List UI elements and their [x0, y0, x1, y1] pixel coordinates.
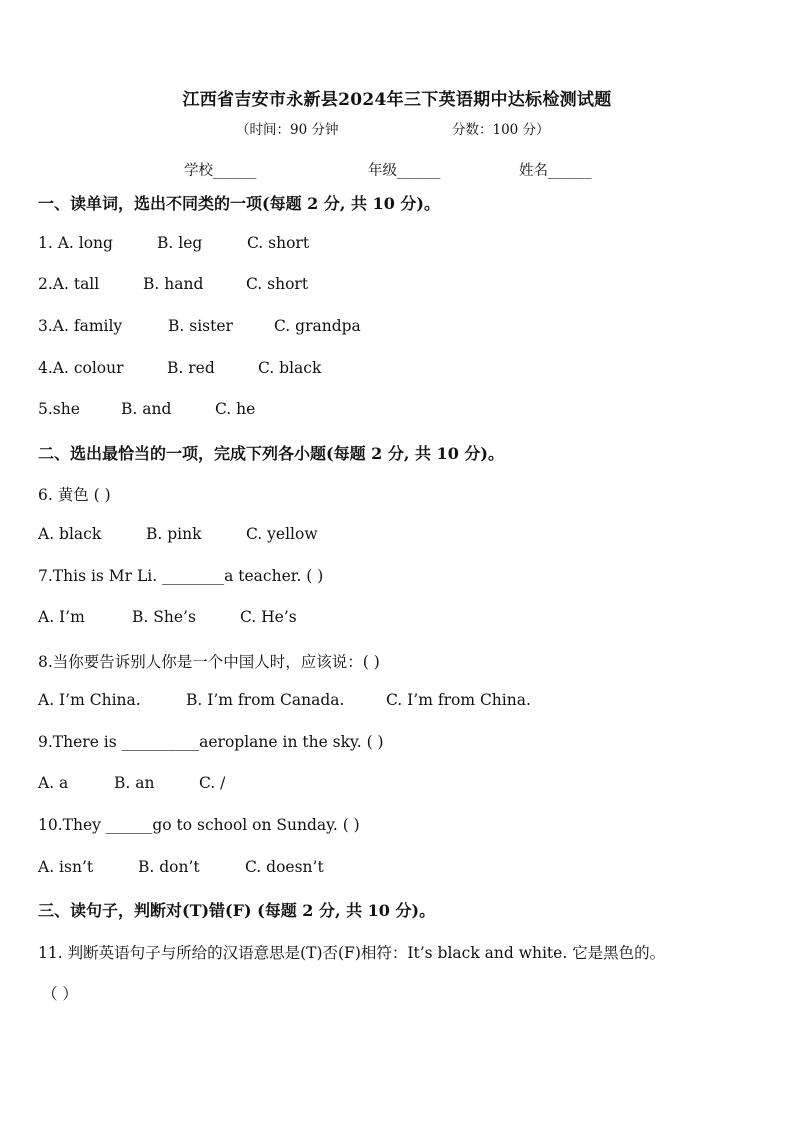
question-3-option-c: C. grandpa — [274, 317, 361, 335]
question-7-option-a: A. I’m — [38, 608, 85, 626]
school-field: 学校______ — [184, 163, 257, 179]
answer-blank: （ ） — [42, 985, 78, 1003]
page-title: 江西省吉安市永新县2024年三下英语期中达标检测试题 — [182, 90, 612, 110]
question-8-option-a: A. I’m China. — [38, 691, 141, 709]
question-10-stem: 10.They ______go to school on Sunday. ( ) — [38, 816, 360, 834]
question-4-option-b: B. red — [167, 359, 215, 377]
exam-time: （时间：90 分钟 — [236, 122, 339, 138]
question-3-option-b: B. sister — [168, 317, 233, 335]
question-2-option-a: 2.A. tall — [38, 275, 100, 293]
question-10-option-b: B. don’t — [138, 858, 200, 876]
section-heading-2: 二、选出最恰当的一项，完成下列各小题(每题 2 分, 共 10 分)。 — [38, 444, 504, 463]
question-9-option-a: A. a — [38, 774, 69, 792]
question-10-option-c: C. doesn’t — [245, 858, 324, 876]
question-6-stem: 6. 黄色 ( ) — [38, 486, 111, 504]
question-6-option-b: B. pink — [146, 525, 202, 543]
question-8-option-c: C. I’m from China. — [386, 691, 531, 709]
question-2-option-c: C. short — [246, 275, 309, 293]
section-heading-1: 一、读单词，选出不同类的一项(每题 2 分, 共 10 分)。 — [38, 194, 440, 213]
question-5-option-a: 5.she — [38, 400, 80, 418]
question-6-option-a: A. black — [38, 525, 102, 543]
question-9-option-b: B. an — [114, 774, 155, 792]
question-8-option-b: B. I’m from Canada. — [186, 691, 345, 709]
question-5-option-b: B. and — [121, 400, 172, 418]
question-9-option-c: C. / — [199, 774, 226, 792]
question-7-option-b: B. She’s — [132, 608, 196, 626]
question-7-stem: 7.This is Mr Li. ________a teacher. ( ) — [38, 567, 324, 585]
name-field: 姓名______ — [519, 163, 592, 179]
question-3-option-a: 3.A. family — [38, 317, 123, 335]
question-4-option-a: 4.A. colour — [38, 359, 124, 377]
question-9-stem: 9.There is __________aeroplane in the sky. ( ) — [38, 733, 384, 751]
question-4-option-c: C. black — [258, 359, 322, 377]
question-5-option-c: C. he — [215, 400, 256, 418]
exam-score: 分数：100 分） — [452, 122, 550, 138]
grade-field: 年级______ — [368, 163, 441, 179]
question-2-option-b: B. hand — [143, 275, 204, 293]
section-heading-3: 三、读句子，判断对(T)错(F) (每题 2 分, 共 10 分)。 — [38, 901, 436, 920]
question-1-option-a: 1. A. long — [38, 234, 113, 252]
question-1-option-b: B. leg — [157, 234, 203, 252]
question-11-stem: 11. 判断英语句子与所给的汉语意思是(T)否(F)相符：It’s black and white. 它是黑色的。 — [38, 944, 666, 962]
question-7-option-c: C. He’s — [240, 608, 297, 626]
question-10-option-a: A. isn’t — [38, 858, 94, 876]
question-8-stem: 8.当你要告诉别人你是一个中国人时，应该说：( ) — [38, 653, 380, 671]
question-6-option-c: C. yellow — [246, 525, 318, 543]
question-1-option-c: C. short — [247, 234, 310, 252]
